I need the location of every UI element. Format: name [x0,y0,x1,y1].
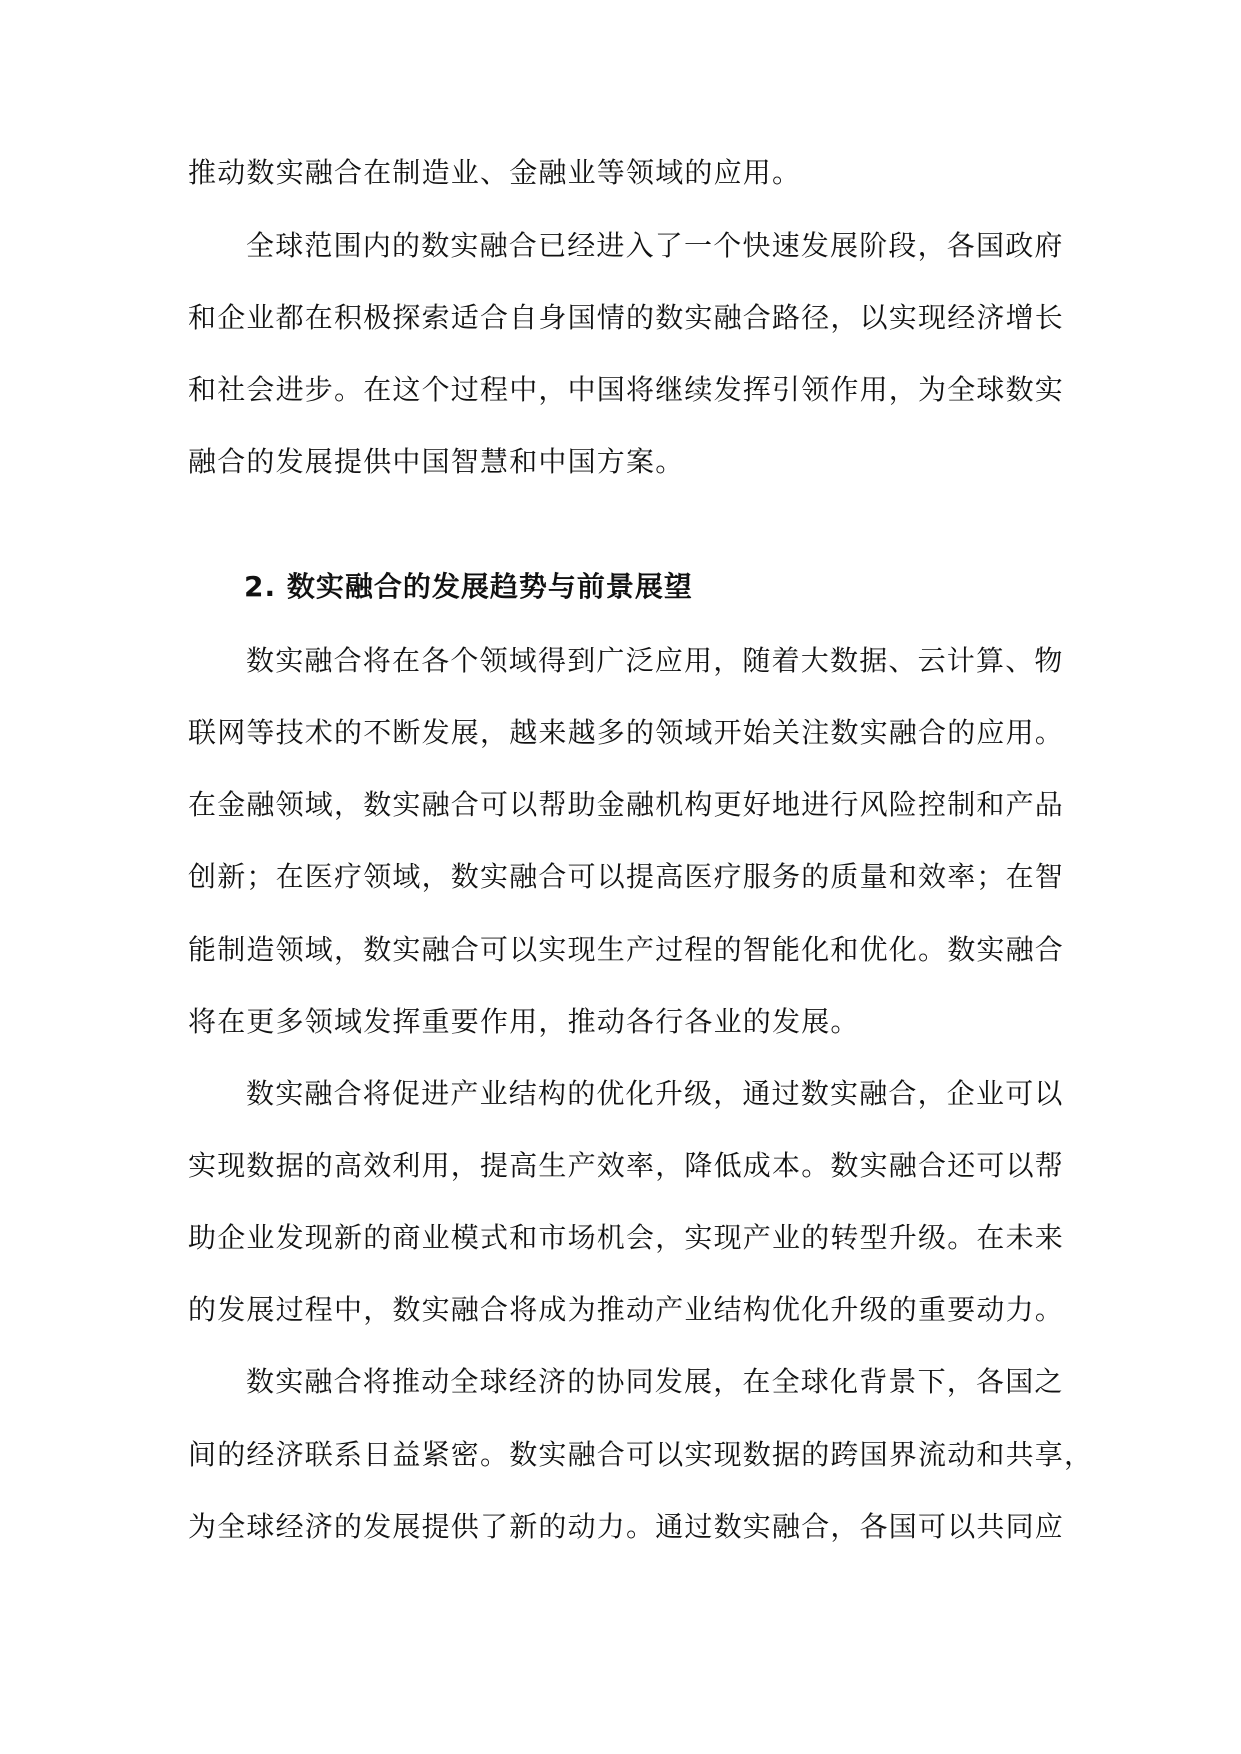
text-line: 和社会进步。在这个过程中，中国将继续发挥引领作用，为全球数实 [188,373,1065,406]
text-line: 助企业发现新的商业模式和市场机会，实现产业的转型升级。在未来 [188,1221,1065,1254]
text-line: 和企业都在积极探索适合自身国情的数实融合路径，以实现经济增长 [188,301,1065,334]
paragraph-first-line: 数实融合将促进产业结构的优化升级，通过数实融合，企业可以 [246,1077,1064,1110]
text-line: 推动数实融合在制造业、金融业等领域的应用。 [188,156,802,189]
text-line: 创新；在医疗领域，数实融合可以提高医疗服务的质量和效率；在智 [188,860,1065,893]
text-line: 将在更多领域发挥重要作用，推动各行各业的发展。 [188,1005,860,1038]
paragraph-first-line: 数实融合将推动全球经济的协同发展，在全球化背景下，各国之 [246,1365,1064,1398]
text-line: 融合的发展提供中国智慧和中国方案。 [188,445,685,478]
section-heading: 2. 数实融合的发展趋势与前景展望 [244,570,693,603]
text-line: 联网等技术的不断发展，越来越多的领域开始关注数实融合的应用。 [188,716,1065,749]
paragraph-first-line: 全球范围内的数实融合已经进入了一个快速发展阶段，各国政府 [246,229,1064,262]
text-line: 能制造领域，数实融合可以实现生产过程的智能化和优化。数实融合 [188,933,1065,966]
text-line: 在金融领域，数实融合可以帮助金融机构更好地进行风险控制和产品 [188,788,1065,821]
text-line: 实现数据的高效利用，提高生产效率，降低成本。数实融合还可以帮 [188,1149,1065,1182]
paragraph-first-line: 数实融合将在各个领域得到广泛应用，随着大数据、云计算、物 [246,644,1064,677]
text-line: 的发展过程中，数实融合将成为推动产业结构优化升级的重要动力。 [188,1293,1065,1326]
text-line: 间的经济联系日益紧密。数实融合可以实现数据的跨国界流动和共享， [188,1438,1094,1471]
text-line: 为全球经济的发展提供了新的动力。通过数实融合，各国可以共同应 [188,1510,1065,1543]
